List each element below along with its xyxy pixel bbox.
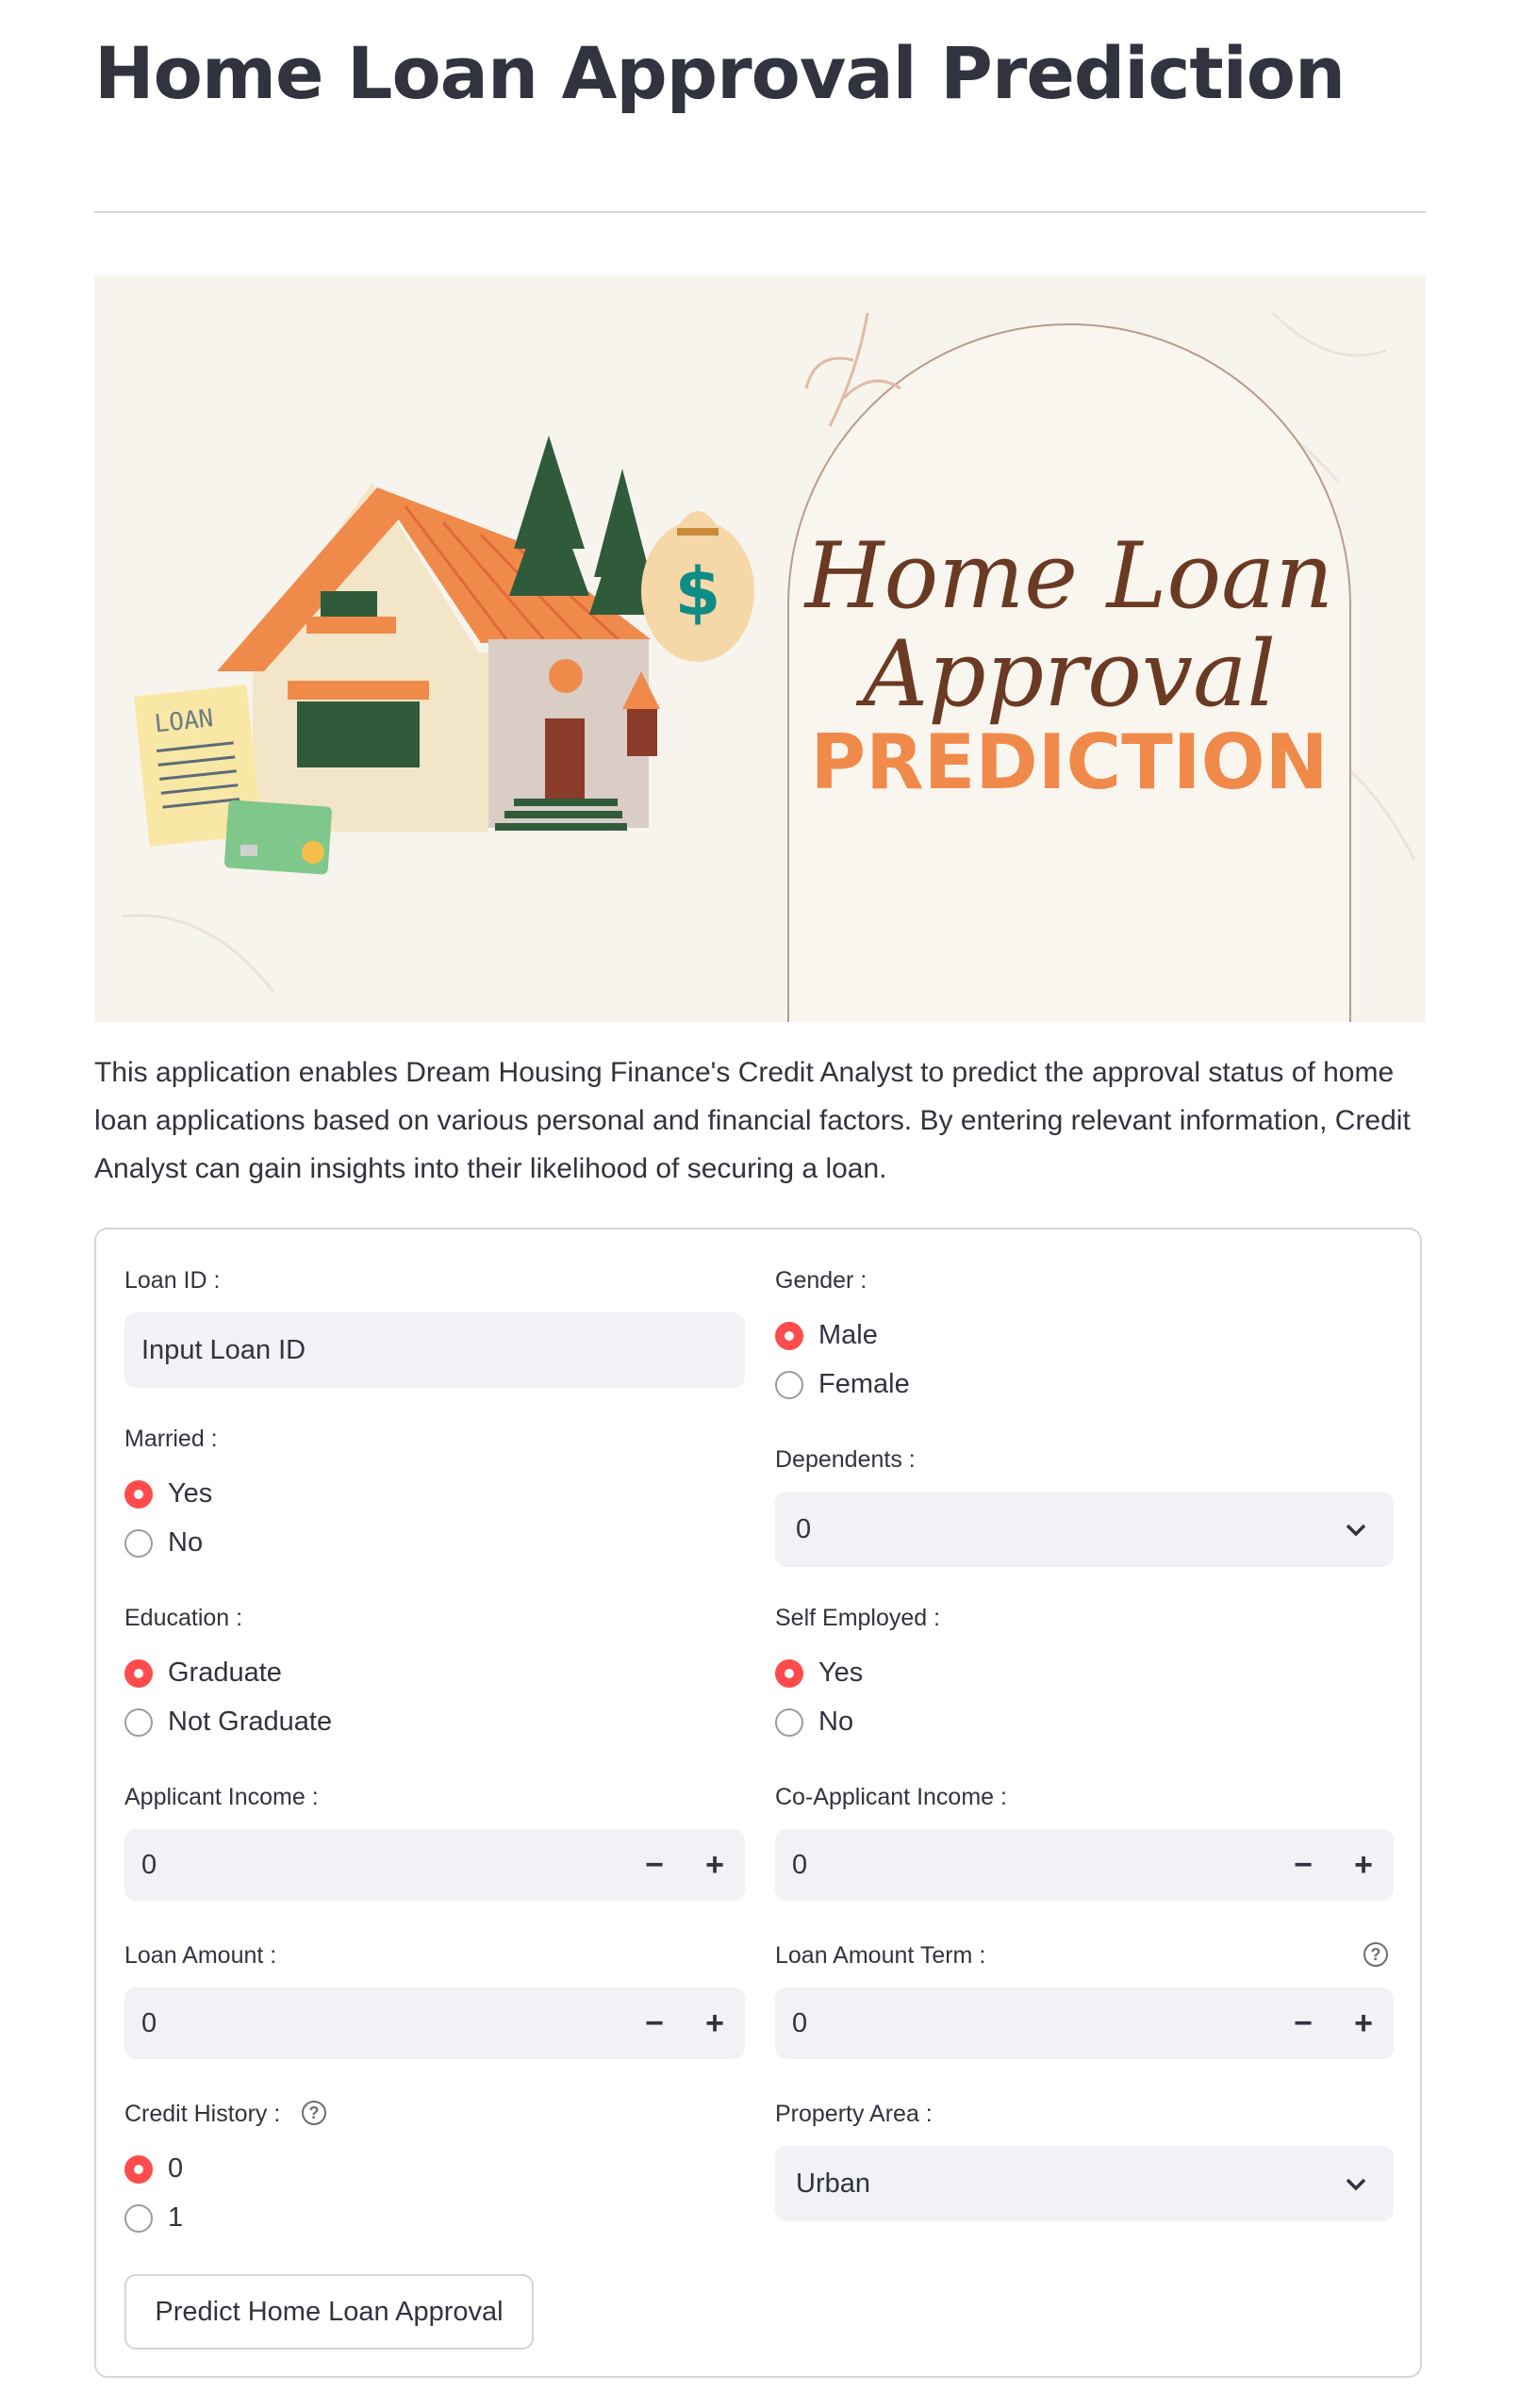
radio-empty-icon xyxy=(124,2204,153,2233)
radio-empty-icon xyxy=(775,1708,803,1737)
loan-amount-input[interactable] xyxy=(124,1987,745,2059)
radio-label: 1 xyxy=(168,2202,184,2233)
coapplicant-income-input[interactable] xyxy=(775,1829,1394,1901)
banner-title-line3: PREDICTION xyxy=(810,718,1329,806)
loan-amount-value: 0 xyxy=(141,2007,157,2038)
radio-empty-icon xyxy=(775,1371,803,1399)
credit-card-icon xyxy=(224,800,333,874)
credit-history-option-0[interactable] xyxy=(124,2153,183,2185)
loan-doc-label: LOAN xyxy=(153,704,215,739)
loan-amount-term-label: Loan Amount Term : xyxy=(775,1942,986,1969)
house-icon xyxy=(217,483,660,832)
radio-label: No xyxy=(818,1707,854,1737)
radio-selected-icon xyxy=(775,1322,803,1350)
loan-id-placeholder: Input Loan ID xyxy=(141,1334,306,1365)
gender-option-female[interactable] xyxy=(775,1369,910,1400)
radio-label: 0 xyxy=(168,2153,184,2184)
married-label: Married : xyxy=(124,1426,218,1452)
increment-button[interactable]: + xyxy=(705,2004,724,2041)
money-bag-icon xyxy=(641,511,754,662)
radio-label: Not Graduate xyxy=(168,1707,333,1737)
money-symbol: $ xyxy=(674,553,721,631)
radio-selected-icon xyxy=(124,1659,153,1688)
credit-history-label: Credit History : xyxy=(124,2101,281,2127)
radio-label: Graduate xyxy=(168,1658,282,1688)
radio-selected-icon xyxy=(124,2155,153,2184)
decrement-button[interactable]: − xyxy=(645,1846,664,1883)
gender-label: Gender : xyxy=(775,1267,867,1294)
married-option-yes[interactable] xyxy=(124,1478,212,1509)
dependents-value: 0 xyxy=(796,1513,812,1544)
credit-history-option-1[interactable] xyxy=(124,2202,183,2234)
radio-empty-icon xyxy=(124,1708,153,1737)
banner-image xyxy=(94,275,1426,1022)
property-area-label: Property Area : xyxy=(775,2101,933,2127)
app-description: This application enables Dream Housing Finance's Credit Analyst to predict the approval status of home loan applications based on various personal and financial factors. By entering relevant information, Credit Analyst can gain insights into their likelihood of securing a loan. xyxy=(94,1057,1411,1184)
chevron-down-icon xyxy=(1345,2174,1367,2193)
coapplicant-income-value: 0 xyxy=(792,1849,808,1880)
page-title: Home Loan Approval Prediction xyxy=(94,31,1346,115)
decrement-button[interactable]: − xyxy=(1294,1846,1313,1883)
radio-label: Male xyxy=(818,1320,878,1350)
banner-illustration xyxy=(94,275,1426,1022)
self-employed-label: Self Employed : xyxy=(775,1605,941,1631)
banner-title-line2: Approval xyxy=(862,621,1277,727)
predict-button[interactable]: Predict Home Loan Approval xyxy=(124,2274,534,2350)
chevron-down-icon xyxy=(1345,1520,1367,1539)
banner-title-line1: Home Loan xyxy=(804,523,1334,629)
dependents-select[interactable] xyxy=(775,1492,1394,1567)
coapplicant-income-label: Co-Applicant Income : xyxy=(775,1784,1007,1810)
radio-label: Female xyxy=(818,1369,910,1399)
self-employed-option-yes[interactable] xyxy=(775,1658,863,1689)
divider xyxy=(94,211,1426,213)
loan-amount-term-input[interactable] xyxy=(775,1987,1394,2059)
loan-amount-term-value: 0 xyxy=(792,2007,808,2038)
increment-button[interactable]: + xyxy=(1354,2004,1373,2041)
married-option-no[interactable] xyxy=(124,1527,203,1559)
radio-label: Yes xyxy=(168,1478,213,1509)
increment-button[interactable]: + xyxy=(705,1846,724,1883)
loan-form xyxy=(94,1228,1422,2378)
property-area-select[interactable] xyxy=(775,2146,1394,2221)
radio-selected-icon xyxy=(775,1659,803,1688)
education-label: Education : xyxy=(124,1605,243,1631)
applicant-income-value: 0 xyxy=(141,1849,157,1880)
tree-icon xyxy=(509,436,660,615)
help-icon[interactable]: ? xyxy=(302,2101,326,2125)
loan-id-label: Loan ID : xyxy=(124,1267,221,1294)
education-option-not-graduate[interactable] xyxy=(124,1707,332,1738)
radio-label: Yes xyxy=(818,1658,864,1688)
radio-label: No xyxy=(168,1527,204,1558)
help-icon[interactable]: ? xyxy=(1363,1942,1388,1967)
radio-selected-icon xyxy=(124,1480,153,1509)
decrement-button[interactable]: − xyxy=(1294,2004,1313,2041)
loan-amount-label: Loan Amount : xyxy=(124,1942,277,1969)
loan-id-input[interactable] xyxy=(124,1312,745,1388)
applicant-income-input[interactable] xyxy=(124,1829,745,1901)
radio-empty-icon xyxy=(124,1529,153,1558)
decrement-button[interactable]: − xyxy=(645,2004,664,2041)
gender-option-male[interactable] xyxy=(775,1320,878,1351)
increment-button[interactable]: + xyxy=(1354,1846,1373,1883)
education-option-graduate[interactable] xyxy=(124,1658,282,1689)
applicant-income-label: Applicant Income : xyxy=(124,1784,319,1810)
self-employed-option-no[interactable] xyxy=(775,1707,853,1738)
dependents-label: Dependents : xyxy=(775,1446,916,1473)
property-area-value: Urban xyxy=(796,2168,870,2199)
